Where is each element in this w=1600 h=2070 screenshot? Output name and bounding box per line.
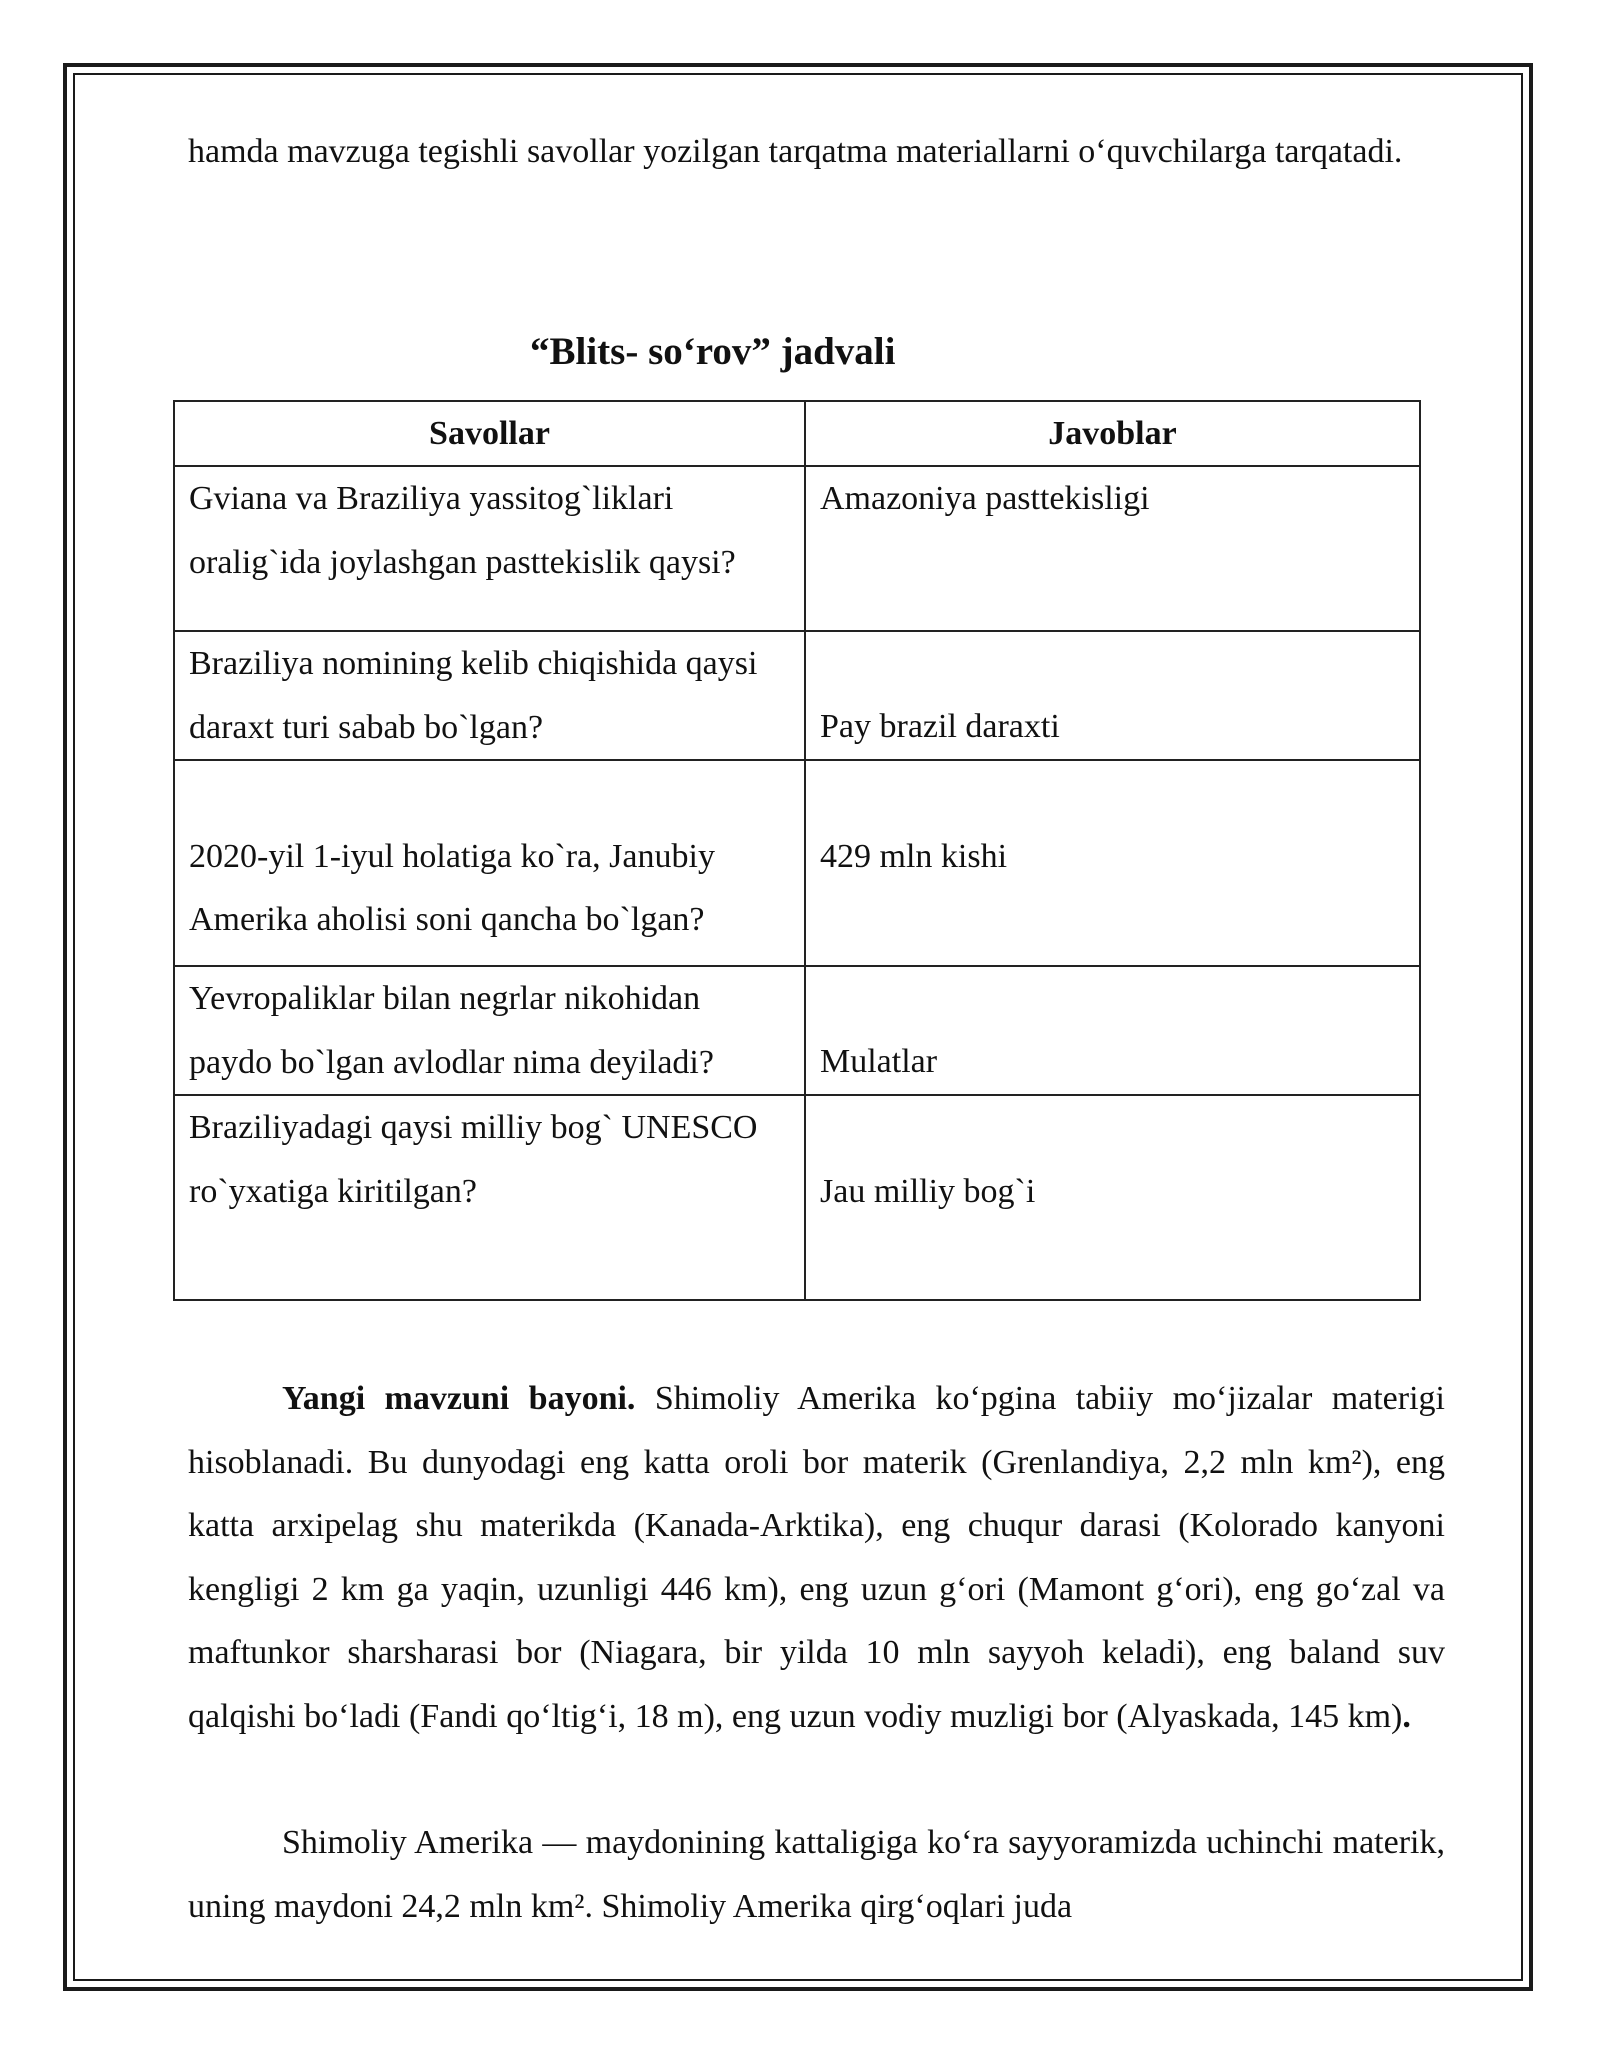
table-row <box>174 466 1420 631</box>
answer-cell: 429 mln kishi <box>805 760 1420 966</box>
section-paragraph-1 <box>188 1367 1445 1748</box>
question-cell: Yevropaliklar bilan negrlar nikohidan paydo bo`lgan avlodlar nima deyiladi? <box>174 966 805 1095</box>
header-questions: Savollar <box>174 401 805 466</box>
blits-table <box>173 400 1421 1301</box>
table-title: “Blits- so‘rov” jadvali <box>530 330 896 373</box>
table-header-row <box>174 401 1420 466</box>
table-row <box>174 1095 1420 1300</box>
table-row <box>174 631 1420 760</box>
answer-cell: Pay brazil daraxti <box>805 631 1420 760</box>
answer-cell: Jau milliy bog`i <box>805 1095 1420 1300</box>
question-cell: 2020-yil 1-iyul holatiga ko`ra, Janubiy Amerika aholisi soni qancha bo`lgan? <box>174 760 805 966</box>
table-row <box>174 966 1420 1095</box>
section-paragraph-1-end: . <box>1402 1697 1411 1735</box>
section-paragraph-2: Shimoliy Amerika — maydonining kattaligiga ko‘ra sayyoramizda uchinchi materik, uning maydoni 24,2 mln km². Shimoliy Amerika qirg‘oqlari juda <box>188 1824 1445 1925</box>
section-paragraph-1-text: Shimoliy Amerika ko‘pgina tabiiy mo‘jizalar materigi hisoblanadi. Bu dunyodagi eng katta oroli bor materik (Grenlandiya, 2,2 mln km²), eng katta arxipelag shu materikda (Kanada-Arktika), eng chuqur darasi (Kolorado kanyoni kengligi 2 km ga yaqin, uzunligi 446 km), eng uzun g‘ori (Mamont g‘ori), eng go‘zal va maftunkor sharsharasi bor (Niagara, bir yilda 10 mln sayyoh keladi), eng baland suv qalqishi bo‘ladi (Fandi qo‘ltig‘i, 18 m), eng uzun vodiy muzligi bor (Alyaskada, 145 km) <box>188 1380 1445 1735</box>
table-row <box>174 760 1420 966</box>
answer-cell: Amazoniya pasttekisligi <box>805 466 1420 631</box>
intro-paragraph: hamda mavzuga tegishli savollar yozilgan tarqatma materiallarni o‘quvchilarga tarqatadi. <box>188 133 1403 170</box>
question-cell: Braziliya nomining kelib chiqishida qaysi daraxt turi sabab bo`lgan? <box>174 631 805 760</box>
header-answers: Javoblar <box>805 401 1420 466</box>
answer-cell: Mulatlar <box>805 966 1420 1095</box>
question-cell: Braziliyadagi qaysi milliy bog` UNESCO ro`yxatiga kiritilgan? <box>174 1095 805 1300</box>
section-heading: Yangi mavzuni bayoni. <box>282 1380 636 1417</box>
question-cell: Gviana va Braziliya yassitog`liklari oralig`ida joylashgan pasttekislik qaysi? <box>174 466 805 631</box>
